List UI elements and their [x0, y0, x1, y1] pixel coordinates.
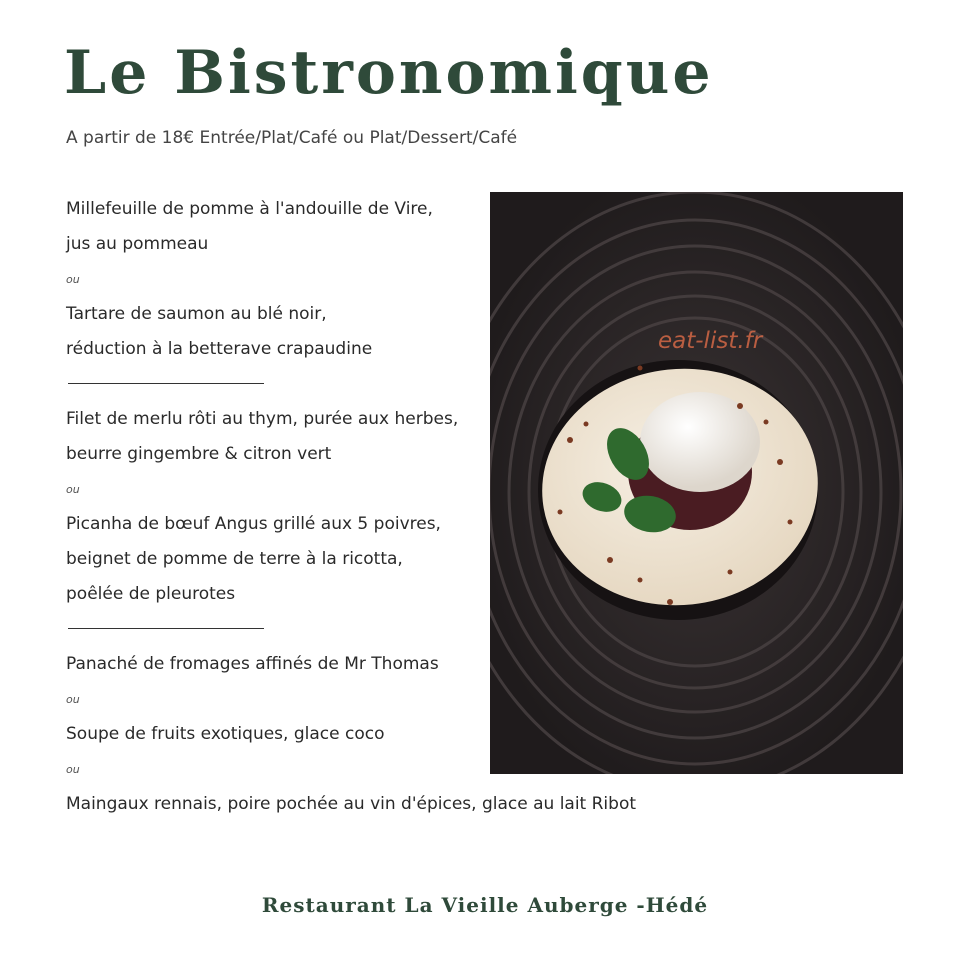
menu-item-plat-2-line-2: beignet de pomme de terre à la ricotta, [66, 549, 403, 569]
restaurant-footer: Restaurant La Vieille Auberge -Hédé [261, 893, 709, 917]
menu-item-plat-1-line-1: Filet de merlu rôti au thym, purée aux herbes, [66, 409, 459, 429]
page-title: Le Bistronomique [64, 38, 714, 108]
plate-illustration [490, 192, 903, 774]
menu-item-plat-2-line-3: poêlée de pleurotes [66, 584, 236, 604]
menu-item-dessert-3: Maingaux rennais, poire pochée au vin d'épices, glace au lait Ribot [66, 794, 637, 814]
section-divider [68, 628, 264, 629]
ou-separator: ou [66, 763, 80, 776]
ou-separator: ou [66, 693, 80, 706]
menu-item-plat-1-line-2: beurre gingembre & citron vert [66, 444, 332, 464]
ou-separator: ou [66, 273, 80, 286]
menu-item-dessert-2: Soupe de fruits exotiques, glace coco [66, 724, 385, 744]
dessert-photo [490, 192, 903, 774]
menu-item-plat-2-line-1: Picanha de bœuf Angus grillé aux 5 poivres, [66, 514, 441, 534]
menu-item-entree-2-line-2: réduction à la betterave crapaudine [66, 339, 373, 359]
menu-item-entree-1-line-1: Millefeuille de pomme à l'andouille de Vire, [66, 199, 433, 219]
watermark-text: eat-list.fr [658, 328, 763, 354]
menu-item-dessert-1: Panaché de fromages affinés de Mr Thomas [66, 654, 439, 674]
section-divider [68, 383, 264, 384]
ou-separator: ou [66, 483, 80, 496]
menu-list [66, 192, 637, 822]
price-subtitle: A partir de 18€ Entrée/Plat/Café ou Plat/Dessert/Café [66, 128, 518, 148]
menu-item-entree-1-line-2: jus au pommeau [66, 234, 209, 254]
menu-item-entree-2-line-1: Tartare de saumon au blé noir, [66, 304, 327, 324]
